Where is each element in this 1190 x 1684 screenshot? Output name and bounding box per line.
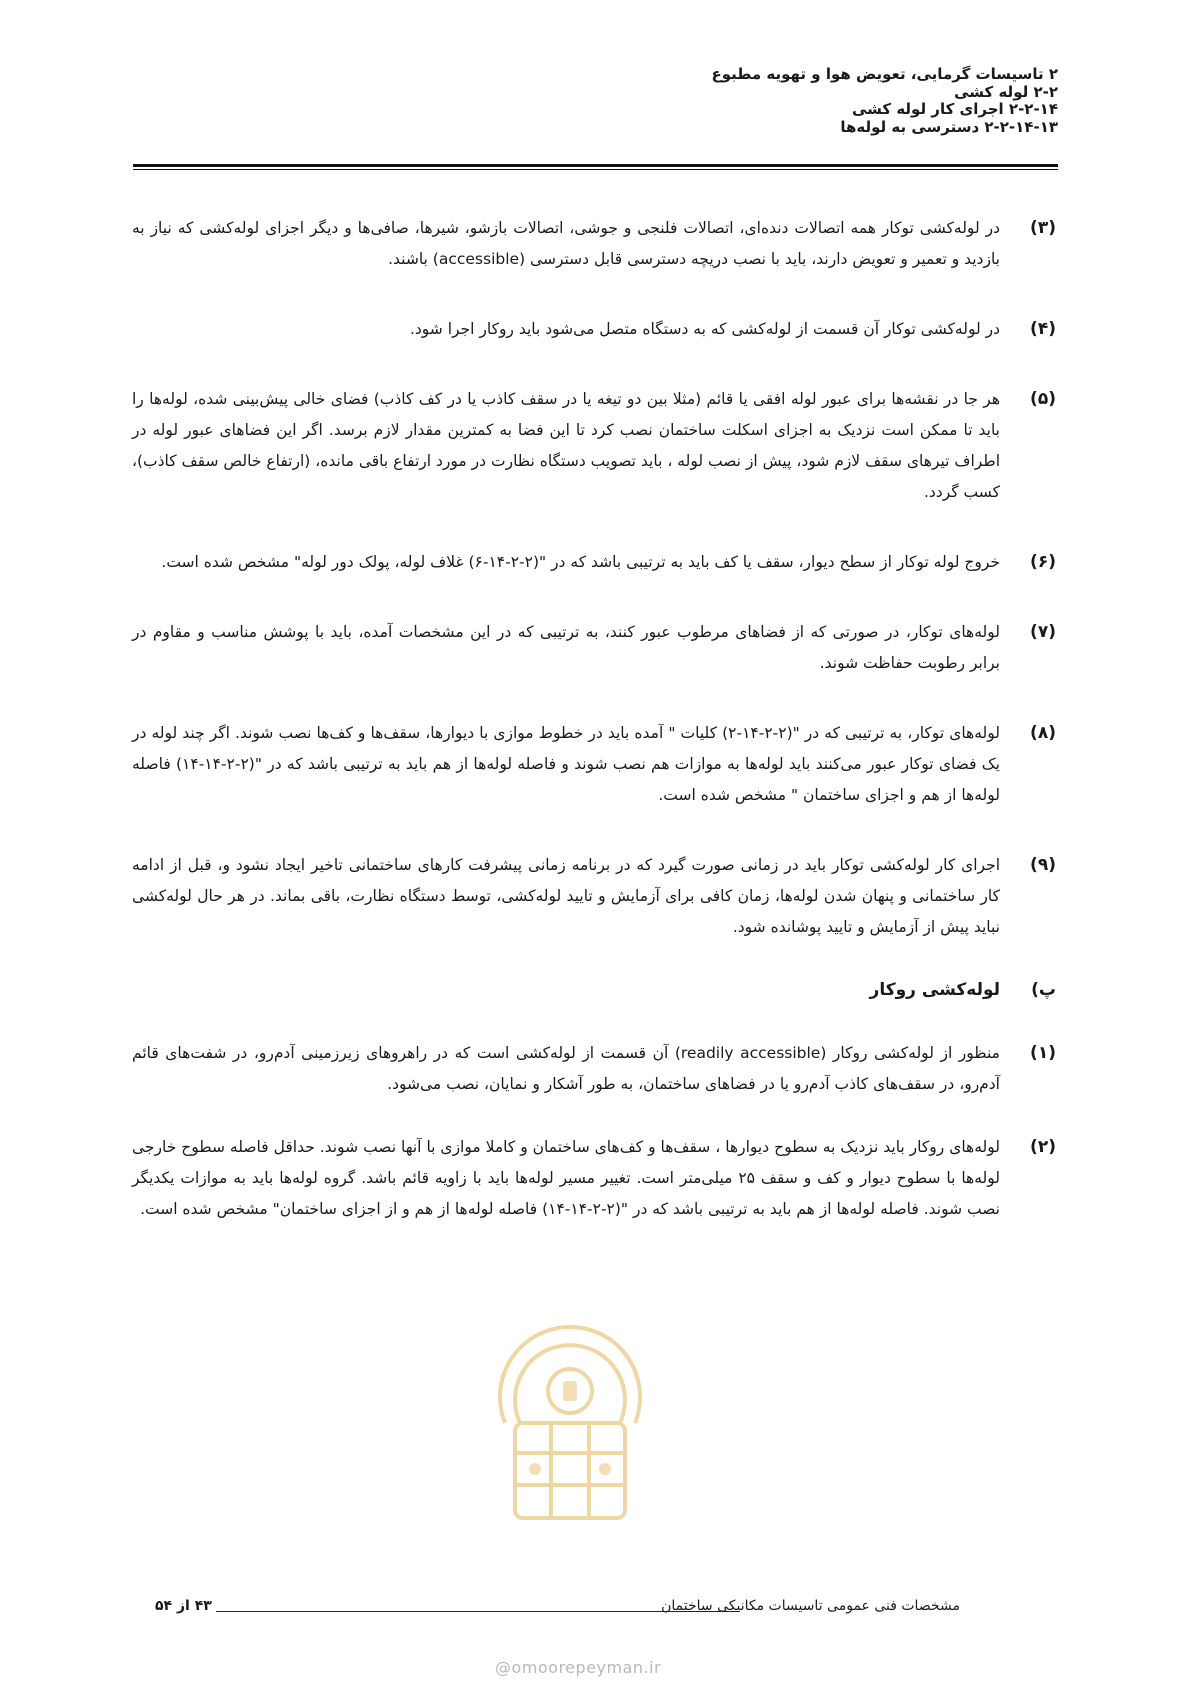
list-item <box>132 547 1058 578</box>
item-text: اجرای کار لوله‌کشی توکار باید در زمانی صورت گیرد که در برنامه زمانی پیشرفت کارهای ساختمانی تاخیر ایجاد نشود و، قبل از ادامه کار ساختمانی و پنهان شدن لوله‌ها، زمان کافی برای آزمایش و تایید لوله‌کشی، توسط دستگاه نظارت، باقی بماند. در هر حال لوله‌کشی نباید پیش از آزمایش و تایید پوشانده شود. <box>132 856 1000 936</box>
item-text: در لوله‌کشی توکار آن قسمت از لوله‌کشی که به دستگاه متصل می‌شود باید روکار اجرا شود. <box>409 320 1000 338</box>
page-content <box>132 213 1058 1225</box>
item-number: (۷) <box>1030 622 1056 642</box>
header-chapter: ۲ تاسیسات گرمایی، تعویض هوا و تهویه مطبوع <box>711 65 1058 83</box>
header-subsection: ۲-۲-۱۴ اجرای کار لوله کشی <box>851 100 1058 118</box>
at-icon: @ <box>495 1658 512 1677</box>
header-topic: ۲-۲-۱۴-۱۳ دسترسی به لوله‌ها <box>840 117 1058 136</box>
item-number: (۳) <box>1030 218 1056 238</box>
seal-watermark-icon <box>475 1273 665 1533</box>
item-number: (۸) <box>1030 723 1056 743</box>
list-item <box>132 1132 1058 1225</box>
section-letter: پ) <box>1031 980 1056 1000</box>
header-section: ۲-۲ لوله کشی <box>954 82 1058 101</box>
item-text: در لوله‌کشی توکار همه اتصالات دنده‌ای، اتصالات فلنجی و جوشی، اتصالات بازشو، شیرها، صافی‌ها و دیگر اجزای لوله‌کشی که نیاز به بازدید و تعمیر و تعویض دارند، باید با نصب دریچه دسترسی قابل دسترسی (accessible) باشند. <box>132 219 1000 268</box>
header-divider <box>133 164 1058 170</box>
list-item <box>132 1038 1058 1100</box>
section-title: لوله‌کشی روکار <box>869 980 1000 1000</box>
page-number: ۴۳ از ۵۴ <box>155 1598 212 1614</box>
list-item <box>132 718 1058 811</box>
footer-divider <box>216 1611 740 1612</box>
item-text: لوله‌های روکار باید نزدیک به سطوح دیوارها ، سقف‌ها و کف‌های ساختمان و کاملا موازی با آنها نصب شوند. حداقل فاصله سطوح خارجی لوله‌ها با سطوح دیوار و کف و سقف ۲۵ میلی‌متر است. تغییر مسیر لوله‌ها باید با زاویه قائم باشد. گروه لوله‌ها باید به موازات یکدیگر نصب شوند. فاصله لوله‌ها از هم باید به ترتیبی باشد که در "(۲-۲-۱۴-۱۴) فاصله لوله‌ها از هم و از اجزای ساختمان" مشخص شده است. <box>132 1138 1000 1218</box>
item-text: لوله‌های توکار، در صورتی که از فضاهای مرطوب عبور کنند، به ترتیبی که در این مشخصات آمده، باید با پوشش مناسب و مقاوم در برابر رطوبت حفاظت شوند. <box>132 623 1000 672</box>
item-number: (۴) <box>1030 319 1056 339</box>
list-item <box>132 384 1058 508</box>
item-text: منظور از لوله‌کشی روکار (readily accessible) آن قسمت از لوله‌کشی است که در راهروهای زیرزمینی آدم‌رو، در شفت‌های قائم آدم‌رو، در سقف‌های کاذب آدم‌رو یا در فضاهای ساختمان، به طور آشکار و نمایان، نصب می‌شود. <box>132 1044 1000 1093</box>
item-number: (۵) <box>1030 389 1056 409</box>
list-item <box>132 617 1058 679</box>
item-number: (۱) <box>1030 1043 1056 1063</box>
list-item <box>132 850 1058 943</box>
list-item <box>132 213 1058 275</box>
section-heading <box>132 975 1058 1006</box>
footer-document-title: مشخصات فنی عمومی تاسیسات مکانیکی ساختمان <box>661 1598 960 1614</box>
item-text: خروج لوله توکار از سطح دیوار، سقف یا کف باید به ترتیبی باشد که در "(۲-۲-۱۴-۶) غلاف لوله، پولک دور لوله" مشخص شده است. <box>161 553 1000 571</box>
site-watermark <box>495 1658 661 1677</box>
list-item <box>132 314 1058 345</box>
page-header <box>134 66 1058 136</box>
item-number: (۶) <box>1030 552 1056 572</box>
item-text: لوله‌های توکار، به ترتیبی که در "(۲-۲-۱۴-۲) کلیات " آمده باید در خطوط موازی با دیوارها، سقف‌ها و کف‌ها نصب شوند. اگر چند لوله در یک فضای توکار عبور می‌کنند باید لوله‌ها به موازات هم نصب شوند و فاصله لوله‌ها از هم باید به ترتیبی باشد که در "(۲-۲-۱۴-۱۴) فاصله لوله‌ها از هم و اجزای ساختمان " مشخص شده است. <box>132 724 1000 804</box>
item-number: (۹) <box>1030 855 1056 875</box>
site-url: omoorepeyman.ir <box>511 1658 662 1677</box>
item-text: هر جا در نقشه‌ها برای عبور لوله افقی یا قائم (مثلا بین دو تیغه یا در سقف کاذب یا در کف کاذب) فضای خالی پیش‌بینی شده، لوله‌ها را باید تا ممکن است نزدیک به اجزای اسکلت ساختمان نصب کرد تا این فضا به کمترین مقدار لازم برسد. اگر این فضاهای عبور لوله در اطراف تیرهای سقف لازم شود، پیش از نصب لوله ، باید تصویب دستگاه نظارت در مورد ارتفاع باقی مانده، (ارتفاع خالص سقف کاذب)، کسب گردد. <box>132 390 1000 501</box>
item-number: (۲) <box>1030 1137 1056 1157</box>
